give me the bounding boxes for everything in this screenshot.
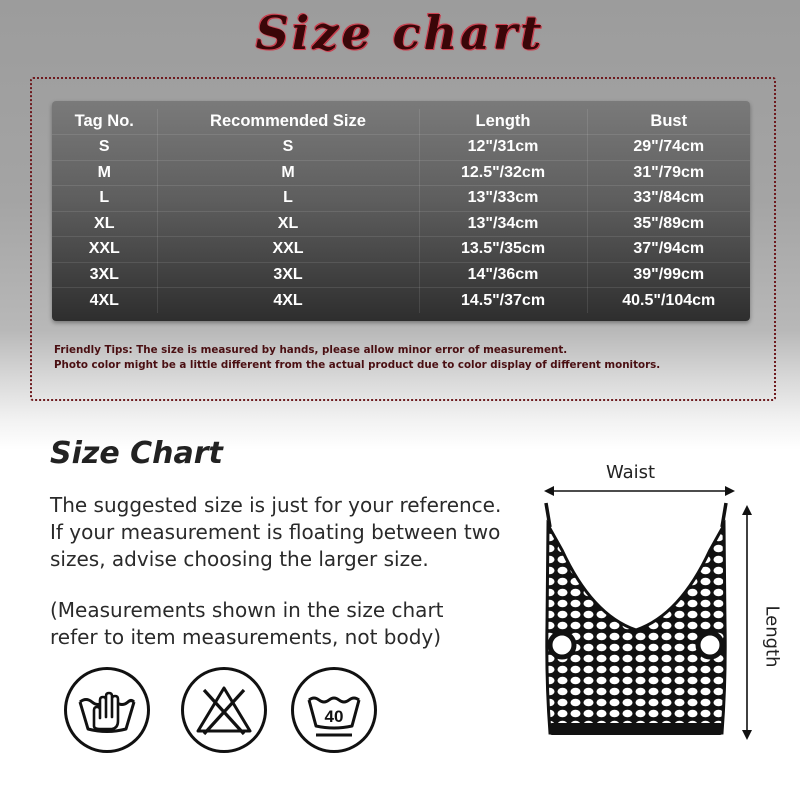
- header-bust: Bust: [587, 109, 750, 135]
- size-advice-paragraph: [50, 492, 520, 573]
- cell-bust: 33"/84cm: [587, 186, 750, 212]
- cell-recommended-size: 3XL: [157, 262, 419, 288]
- cell-length: 14.5"/37cm: [419, 288, 587, 314]
- advice-line: The suggested size is just for your reference.: [50, 493, 502, 517]
- cell-length: 14"/36cm: [419, 262, 587, 288]
- cell-recommended-size: L: [157, 186, 419, 212]
- cell-bust: 29"/74cm: [587, 135, 750, 161]
- cell-bust: 37"/94cm: [587, 237, 750, 263]
- cell-tag-no: XL: [52, 211, 157, 237]
- cell-recommended-size: M: [157, 160, 419, 186]
- machine-wash-40-icon: [290, 666, 378, 754]
- table-row: [52, 211, 750, 237]
- advice-line: If your measurement is floating between two: [50, 520, 501, 544]
- table-header-row: [52, 109, 750, 135]
- cell-recommended-size: XL: [157, 211, 419, 237]
- cell-length: 13.5"/35cm: [419, 237, 587, 263]
- cell-length: 13"/33cm: [419, 186, 587, 212]
- hand-wash-icon: [63, 666, 151, 754]
- friendly-tips: [54, 343, 754, 373]
- do-not-bleach-icon: [180, 666, 268, 754]
- cell-recommended-size: S: [157, 135, 419, 161]
- cell-bust: 35"/89cm: [587, 211, 750, 237]
- cell-tag-no: M: [52, 160, 157, 186]
- waist-label: Waist: [606, 462, 656, 483]
- cell-recommended-size: XXL: [157, 237, 419, 263]
- table-row: [52, 262, 750, 288]
- advice-line: sizes, advise choosing the larger size.: [50, 547, 429, 571]
- table-row: [52, 186, 750, 212]
- cell-tag-no: 3XL: [52, 262, 157, 288]
- tips-line-measurement: Friendly Tips: The size is measured by hands, please allow minor error of measurement.: [54, 344, 568, 356]
- cell-tag-no: S: [52, 135, 157, 161]
- table-row: [52, 237, 750, 263]
- cell-tag-no: L: [52, 186, 157, 212]
- header-length: Length: [419, 109, 587, 135]
- note-line: refer to item measurements, not body): [50, 625, 442, 649]
- banner-title: Size chart: [255, 6, 545, 60]
- note-line: (Measurements shown in the size chart: [50, 598, 444, 622]
- cell-length: 12.5"/32cm: [419, 160, 587, 186]
- cell-bust: 31"/79cm: [587, 160, 750, 186]
- cell-length: 12"/31cm: [419, 135, 587, 161]
- cell-length: 13"/34cm: [419, 211, 587, 237]
- cell-tag-no: 4XL: [52, 288, 157, 314]
- size-table-panel: [52, 101, 750, 321]
- measurement-note-paragraph: [50, 597, 520, 651]
- table-row: [52, 288, 750, 314]
- table-row: [52, 160, 750, 186]
- cell-tag-no: XXL: [52, 237, 157, 263]
- table-row: [52, 135, 750, 161]
- cell-recommended-size: 4XL: [157, 288, 419, 314]
- wash-temperature-label: 40: [324, 707, 344, 726]
- cell-bust: 40.5"/104cm: [622, 291, 716, 309]
- header-recommended-size: Recommended Size: [157, 109, 419, 135]
- tips-line-color: Photo color might be a little different from the actual product due to color display of different monitors.: [54, 359, 661, 371]
- length-label: Length: [761, 605, 783, 668]
- size-table: [52, 109, 750, 313]
- header-tag-no: Tag No.: [52, 109, 157, 135]
- garment-diagram: [530, 455, 800, 755]
- cell-bust: 39"/99cm: [587, 262, 750, 288]
- section-title: Size Chart: [50, 436, 223, 471]
